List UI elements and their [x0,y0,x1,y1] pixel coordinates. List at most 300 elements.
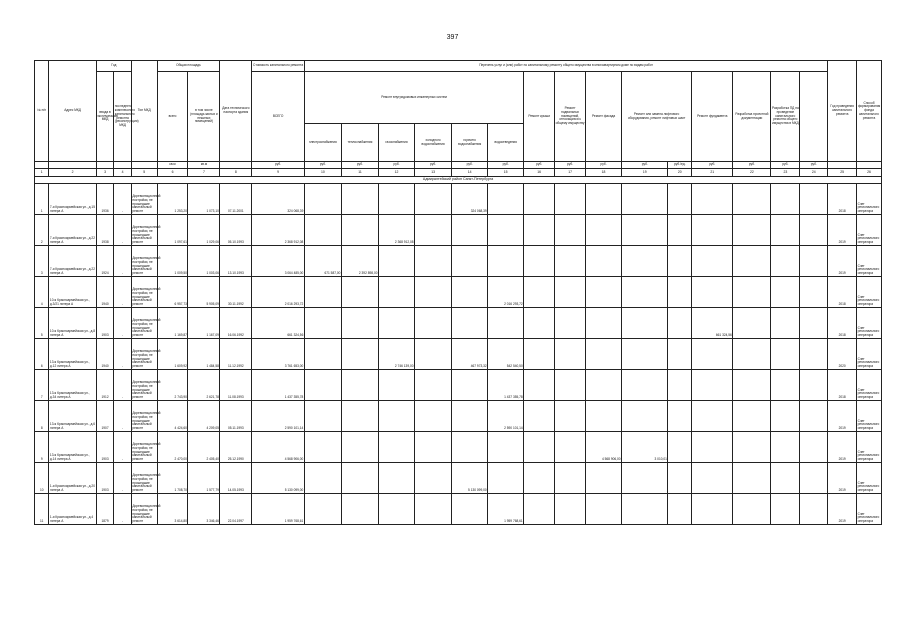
cell-v13 [379,401,415,432]
header-cost-total: ВСЕГО [252,72,305,162]
cell-type: Дореволюционный постройки, не прошедшие капитальный ремонт [131,401,157,432]
cell-year-last: - [114,370,132,401]
cell-v15 [452,246,488,277]
cell-address: 7-я Красноармейская ул., д.22 литера А [49,215,96,246]
cell-area-total: 1 169,87 [157,308,188,339]
cell-v20 [622,339,668,370]
cell-v22 [692,215,733,246]
cell-num: 10 [35,463,49,494]
cell-v14 [415,246,452,277]
header-electro: электроснабжения [304,124,341,162]
unit-sqm: кв.м [188,162,220,169]
cell-type: Дореволюционный постройки, не прошедшие капитальный ремонт [131,370,157,401]
cell-area-total: 6 957,73 [157,277,188,308]
cell-address: 10-я Красноармейская ул., д.3/21 литера А [49,277,96,308]
header-roof: Ремонт крыши [524,72,555,162]
table-row [35,401,882,432]
cell-v14 [415,463,452,494]
unit-sqm: кв.м [157,162,188,169]
cell-num: 7 [35,370,49,401]
cell-extra [800,184,828,215]
cell-address: 1-я Красноармейская ул., д.4 литера А [49,494,96,525]
cell-v12 [341,370,378,401]
header-year-last-repair: последнего комплексного капитального ремонта (реконструкции) МКД [114,72,132,162]
unit-rub: руб. [555,162,586,169]
cell-v14 [415,432,452,463]
cell-v24 [771,339,800,370]
cell-year-last: - [114,401,132,432]
cell-v13 [379,494,415,525]
cell-v19 [586,308,622,339]
unit-rub: руб. [304,162,341,169]
cell-v16: 2 016 293,72 [488,277,524,308]
cell-v19: 4 568 906,00 [586,432,622,463]
cell-date: 22.04.1997 [220,494,252,525]
cell-v19 [586,494,622,525]
cell-v22 [692,494,733,525]
header-year-group: Год [96,61,131,72]
cell-v11 [304,277,341,308]
cell-v15 [452,494,488,525]
header-basement: Ремонт подвальных помещений, относящихся к общему имуществу [555,72,586,162]
cell-year-last: - [114,432,132,463]
cell-year: 2018 [828,184,857,215]
cell-address: 13-я Красноармейская ул., д.6 литера А [49,401,96,432]
table-row [35,463,882,494]
cell-v19 [586,401,622,432]
cell-year: 2019 [828,463,857,494]
unit-rub: руб. [252,162,305,169]
cell-year: 2019 [828,246,857,277]
header-year-plan: Год проведения капитального ремонта [828,61,857,162]
cell-year-last: - [114,494,132,525]
cell-year-built: 1903 [96,463,114,494]
cell-v20 [622,277,668,308]
cell-v14 [415,215,452,246]
unit-rub: руб. [341,162,378,169]
cell-year: 2018 [828,308,857,339]
cell-year: 2019 [828,215,857,246]
cell-v15 [452,401,488,432]
cell-area-total: 2 470,00 [157,432,188,463]
cell-year: 2019 [828,432,857,463]
unit-rub: руб. [622,162,668,169]
cell-v12 [341,432,378,463]
cell-v19 [586,339,622,370]
cell-date: 16.06.1992 [220,308,252,339]
cell-date: 05.10.1993 [220,215,252,246]
cell-v11 [304,401,341,432]
cell-v18 [555,401,586,432]
cell-v11 [304,215,341,246]
cell-v20 [622,463,668,494]
column-number: 11 [341,169,378,177]
cell-method: Счет регионального оператора [857,370,882,401]
cell-year-last: - [114,308,132,339]
cell-v24 [771,494,800,525]
cell-cost-total: 1 959 768,61 [252,494,305,525]
cell-v17 [524,277,555,308]
header-area-total: всего [157,72,188,162]
cell-v11 [304,463,341,494]
cell-extra [800,463,828,494]
cell-cost-total: 5 130 099,00 [252,463,305,494]
cell-cost-total: 2 016 293,72 [252,277,305,308]
unit-rub: руб. [452,162,488,169]
cell-v14 [415,184,452,215]
cell-address: 10-я Красноармейская ул., д.8 литера А [49,308,96,339]
cell-v24 [771,308,800,339]
cell-method: Счет регионального оператора [857,308,882,339]
cell-v24 [771,432,800,463]
cell-v17 [524,308,555,339]
cell-v17 [524,463,555,494]
header-design: Разработка проектной документации [733,72,771,162]
cell-num: 6 [35,339,49,370]
table-row [35,277,882,308]
units-row [35,162,882,169]
header-pd: Разработка ПД на проведение капитального ремонта общего имущества в МКД [771,72,800,162]
cell-type: Дореволюционный постройки, не прошедшие капитальный ремонт [131,308,157,339]
column-number: 21 [692,169,733,177]
cell-v13 [379,184,415,215]
cell-address: 13-я Красноармейская ул., д.14 литера А [49,432,96,463]
header-num: № п/п [35,61,49,162]
cell-cost-total: 2 590 101,14 [252,401,305,432]
cell-year-built: 1903 [96,432,114,463]
cell-v17 [524,339,555,370]
cell-v12 [341,339,378,370]
cell-v21 [668,370,692,401]
cell-v15 [452,308,488,339]
table-header [35,61,882,169]
cell-year-built: 1940 [96,277,114,308]
cell-method: Счет регионального оператора [857,432,882,463]
column-number: 14 [452,169,488,177]
cell-v21 [668,401,692,432]
cell-v21 [668,308,692,339]
cell-date: 11.12.1992 [220,339,252,370]
cell-v24 [771,215,800,246]
cell-v11 [304,494,341,525]
cell-area-living: 2 621,78 [188,370,220,401]
cell-num: 11 [35,494,49,525]
cell-v13 [379,432,415,463]
column-number: 6 [157,169,188,177]
column-number: 18 [586,169,622,177]
cell-v16 [488,184,524,215]
cell-v23 [733,370,771,401]
cell-v13: 2 368 912,08 [379,215,415,246]
cell-v18 [555,370,586,401]
column-number: 22 [733,169,771,177]
cell-type: Дореволюционный постройки, не прошедшие капитальный ремонт [131,246,157,277]
cell-v23 [733,308,771,339]
cell-v21 [668,494,692,525]
cell-v16 [488,308,524,339]
cell-area-total: 1 609,92 [157,339,188,370]
cell-v22 [692,432,733,463]
cell-v16 [488,463,524,494]
table-row [35,215,882,246]
cell-v18 [555,184,586,215]
cell-v11 [304,308,341,339]
header-gw: горячего водоснабжения [452,124,488,162]
cell-area-total: 4 424,60 [157,401,188,432]
cell-v14 [415,277,452,308]
cell-v18 [555,246,586,277]
cell-v12 [341,494,378,525]
table-row [35,370,882,401]
column-number: 13 [415,169,452,177]
cell-year-last: - [114,463,132,494]
cell-v23 [733,463,771,494]
cell-v16: 1 437 355,78 [488,370,524,401]
cell-v14 [415,370,452,401]
cell-extra [800,277,828,308]
cell-cost-total: 1 437 355,78 [252,370,305,401]
cell-v15 [452,277,488,308]
cell-v23 [733,401,771,432]
cell-v19 [586,463,622,494]
cell-v20 [622,246,668,277]
cell-area-living: 4 209,05 [188,401,220,432]
header-cost-group: Стоимость капитального ремонта [252,61,305,72]
cell-v23 [733,277,771,308]
cell-v23 [733,184,771,215]
cell-date: 11.08.1993 [220,370,252,401]
cell-year-last: - [114,246,132,277]
column-number: 1 [35,169,49,177]
cell-v19 [586,184,622,215]
cell-v11 [304,184,341,215]
unit-rub: руб. [800,162,828,169]
cell-v22 [692,463,733,494]
cell-area-living: 1 073,10 [188,184,220,215]
district-name: Адмиралтейский район Санкт-Петербурга [35,177,882,184]
cell-v15 [452,370,488,401]
cell-v11 [304,370,341,401]
column-number: 3 [96,169,114,177]
cell-num: 5 [35,308,49,339]
column-number: 19 [622,169,668,177]
column-number: 4 [114,169,132,177]
cell-v17 [524,432,555,463]
cell-method: Счет регионального оператора [857,339,882,370]
cell-type: Дореволюционный постройки, не прошедшие капитальный ремонт [131,463,157,494]
cell-v17 [524,184,555,215]
cell-type: Дореволюционный постройки, не прошедшие капитальный ремонт [131,339,157,370]
cell-v21 [668,246,692,277]
column-number: 23 [771,169,800,177]
cell-v17 [524,494,555,525]
column-number: 26 [857,169,882,177]
cell-year-built: 1903 [96,308,114,339]
cell-v14 [415,308,452,339]
cell-v11: 671 587,00 [304,246,341,277]
cell-v17 [524,370,555,401]
cell-v12 [341,277,378,308]
cell-cost-total: 4 568 906,00 [252,432,305,463]
cell-year: 2020 [828,339,857,370]
cell-year: 2019 [828,401,857,432]
cell-area-living: 5 905,09 [188,277,220,308]
cell-cost-total: 661 324,56 [252,308,305,339]
cell-extra [800,432,828,463]
cell-v21 [668,184,692,215]
unit-rub: руб. [524,162,555,169]
cell-v16: 2 590 101,14 [488,401,524,432]
cell-num: 9 [35,432,49,463]
cell-v13 [379,463,415,494]
column-number: 2 [49,169,96,177]
cell-v21 [668,463,692,494]
cell-v18 [555,463,586,494]
cell-v19 [586,370,622,401]
cell-year-last: - [114,277,132,308]
cell-v12 [341,184,378,215]
cell-v24 [771,246,800,277]
cell-area-living: 1 577,79 [188,463,220,494]
header-foundation: Ремонт фундамента [692,72,733,162]
cell-v23 [733,246,771,277]
cell-v20 [622,401,668,432]
cell-date: 13.10.1993 [220,246,252,277]
cell-type: Дореволюционный постройки, не прошедшие капитальный ремонт [131,494,157,525]
header-year-built: ввода в эксплуатацию МКД [96,72,114,162]
cell-v22 [692,277,733,308]
cell-area-living: 1 484,58 [188,339,220,370]
repair-schedule-table [34,60,882,525]
cell-v18 [555,494,586,525]
cell-year: 2019 [828,494,857,525]
cell-year-built: 1936 [96,184,114,215]
cell-address: 13-я Красноармейская ул., д.34 литера А [49,370,96,401]
column-number: 17 [555,169,586,177]
header-extra [800,72,828,162]
cell-extra [800,401,828,432]
unit-rub: руб. [692,162,733,169]
unit-rub: руб. [586,162,622,169]
column-number: 24 [800,169,828,177]
header-area-living: в том числе (площадь жилых и нежилых помещений) [188,72,220,162]
cell-method: Счет регионального оператора [857,463,882,494]
cell-extra [800,246,828,277]
table-body [35,184,882,525]
cell-v20: 3 010,01 [622,432,668,463]
cell-v22 [692,370,733,401]
district-row [35,177,882,184]
cell-v16 [488,215,524,246]
cell-method: Счет регионального оператора [857,494,882,525]
header-fund-method: Способ формирования фонда капитального ремонта [857,61,882,162]
cell-area-total: 1 253,20 [157,184,188,215]
column-number: 16 [524,169,555,177]
cell-year-built: 1907 [96,401,114,432]
cell-method: Счет регионального оператора [857,277,882,308]
cell-year-built: 1938 [96,215,114,246]
cell-address: 7-я Красноармейская ул., д.15 литера А [49,184,96,215]
cell-v18 [555,308,586,339]
cell-v15: 5 130 099,00 [452,463,488,494]
cell-v12: 2 392 898,00 [341,246,378,277]
cell-year-built: 1912 [96,370,114,401]
cell-year-last: - [114,215,132,246]
cell-area-living: 1 003,06 [188,246,220,277]
repair-schedule-sheet [34,60,882,586]
header-sewer: водоотведения [488,124,524,162]
cell-v23 [733,339,771,370]
cell-date: 30.11.1992 [220,277,252,308]
unit-rub: руб. [379,162,415,169]
cell-v19 [586,215,622,246]
cell-v20 [622,215,668,246]
cell-type: Дореволюционный постройки, не прошедшие капитальный ремонт [131,432,157,463]
cell-v12 [341,215,378,246]
cell-v14 [415,401,452,432]
cell-extra [800,370,828,401]
cell-v22: 661 324,56 [692,308,733,339]
table-row [35,339,882,370]
column-number: 7 [188,169,220,177]
cell-v17 [524,246,555,277]
cell-type: Дореволюционный постройки, не прошедшие капитальный ремонт [131,215,157,246]
cell-v15: 467 973,32 [452,339,488,370]
cell-address: 7-я Красноармейская ул., д.22 литера А [49,246,96,277]
cell-num: 8 [35,401,49,432]
cell-v16: 542 540,50 [488,339,524,370]
cell-area-living: 1 167,09 [188,308,220,339]
cell-v22 [692,401,733,432]
cell-v21 [668,339,692,370]
cell-date: 07.11.2001 [220,184,252,215]
unit-rub: руб. [733,162,771,169]
header-house-type: Тип МКД [131,61,157,162]
cell-v22 [692,184,733,215]
cell-date: 25.12.1990 [220,432,252,463]
cell-v13 [379,277,415,308]
cell-v16 [488,432,524,463]
cell-v24 [771,370,800,401]
cell-type: Дореволюционный постройки, не прошедшие капитальный ремонт [131,277,157,308]
cell-cost-total: 3 064 485,00 [252,246,305,277]
cell-v13 [379,308,415,339]
cell-extra [800,339,828,370]
cell-year-built: 1940 [96,339,114,370]
cell-v11 [304,432,341,463]
cell-v24 [771,184,800,215]
table-row [35,308,882,339]
cell-v21 [668,277,692,308]
header-heat: теплоснабжения [341,124,378,162]
unit-rub: руб. [488,162,524,169]
column-number-row [35,169,882,177]
cell-v16 [488,246,524,277]
cell-v13 [379,370,415,401]
cell-v19 [586,277,622,308]
cell-v12 [341,401,378,432]
cell-extra [800,215,828,246]
cell-method: Счет регионального оператора [857,184,882,215]
cell-v11 [304,339,341,370]
cell-v23 [733,432,771,463]
column-number: 12 [379,169,415,177]
header-hw: холодного водоснабжения [415,124,452,162]
table-row [35,494,882,525]
cell-v20 [622,370,668,401]
cell-cost-total: 3 761 653,00 [252,339,305,370]
cell-v20 [622,308,668,339]
